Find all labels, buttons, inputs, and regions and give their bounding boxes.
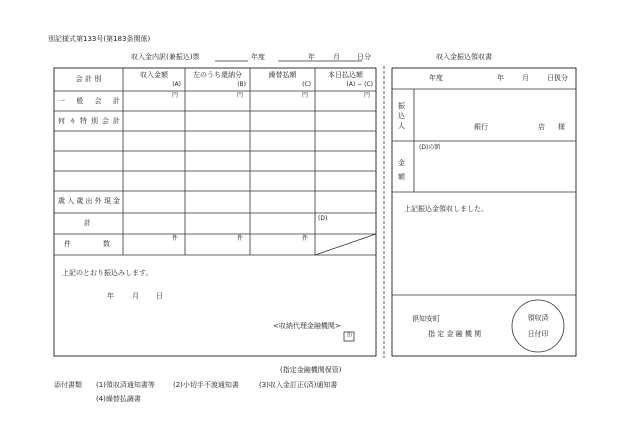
receipt-day-part: 日扱分 <box>547 74 568 82</box>
row-non-budget-cash: 歳入歳出外現金 <box>58 197 120 205</box>
col-header-account: 会 計 別 <box>75 75 102 83</box>
stamp-text-received: 領収済 <box>527 314 549 322</box>
attachment-item: (2)小切手不渡通知書 <box>173 381 239 389</box>
unit-ken: 件 <box>237 235 244 242</box>
stamp-text-date: 日付印 <box>527 330 549 338</box>
receipt-year: 年 <box>497 74 504 82</box>
row-special-account: 何々特別会計 <box>58 117 120 125</box>
designated-bank: 指 定 金 融 機 関 <box>428 330 482 338</box>
receipt-branch: 店 <box>538 123 545 131</box>
custody-note: (指定金融機関保管) <box>280 366 342 374</box>
town-name: 倶知安町 <box>412 315 440 323</box>
unit-yen: 円 <box>302 92 309 99</box>
col-header-transfer: 繰替払額 <box>268 71 297 79</box>
col-sub-ac: (A) − (C) <box>346 81 373 88</box>
transfer-notice: 上記のとおり振込みします。 <box>62 269 153 277</box>
receipt-bank: 銀行 <box>474 123 488 131</box>
attachment-item: (3)収入金訂正(済)通知書 <box>259 381 338 389</box>
d-mark: (D) <box>318 215 328 222</box>
row-general-account: 一 般 会 計 <box>58 97 120 105</box>
seal-mark: 印 <box>346 333 352 339</box>
unit-ken: 件 <box>302 235 309 242</box>
header-month: 月 <box>333 53 340 61</box>
header-nendo: 年度 <box>251 53 265 61</box>
form-number: 別記様式第133号(第183条関係) <box>48 35 151 43</box>
receipt-sama: 様 <box>558 123 565 131</box>
unit-ken: 件 <box>172 235 179 242</box>
unit-yen: 円 <box>364 92 371 99</box>
header-day-part: 日分 <box>357 53 371 61</box>
slip-title: 収入金内訳(兼振込)票 <box>131 53 200 61</box>
receipt-nendo: 年度 <box>429 74 443 82</box>
attachment-item: (4)繰替払調書 <box>96 395 141 403</box>
receipt-month: 月 <box>522 74 529 82</box>
row-total: 計 <box>84 219 91 227</box>
unit-yen: 円 <box>172 92 179 99</box>
attachments-label: 添付書類 <box>54 381 82 389</box>
col-header-revenue: 収入金額 <box>140 71 168 79</box>
col-header-payin: 本日払込額 <box>328 71 363 79</box>
col-sub-c: (C) <box>302 81 311 88</box>
col-sub-a: (A) <box>172 81 181 88</box>
col-sub-b: (B) <box>237 81 246 88</box>
unit-yen: 円 <box>237 92 244 99</box>
amount-note: (D)の額 <box>419 144 441 151</box>
row-count: 件 数 <box>64 240 110 248</box>
header-year: 年 <box>308 53 315 61</box>
receipt-title: 収入金振込領収書 <box>436 53 492 61</box>
notice-date-year: 年 <box>107 292 114 300</box>
notice-date-day: 日 <box>156 292 163 300</box>
attachment-item: (1)領収済通知書等 <box>96 381 155 389</box>
col-header-refund: 左のうち還納分 <box>193 71 242 79</box>
notice-date-month: 月 <box>132 292 139 300</box>
agency-label: <収納代理金融機関> <box>273 322 341 330</box>
payer-label: 振込人 <box>398 102 405 130</box>
received-text: 上記振込金領収しました。 <box>404 205 488 213</box>
amount-label: 金額 <box>398 159 405 181</box>
